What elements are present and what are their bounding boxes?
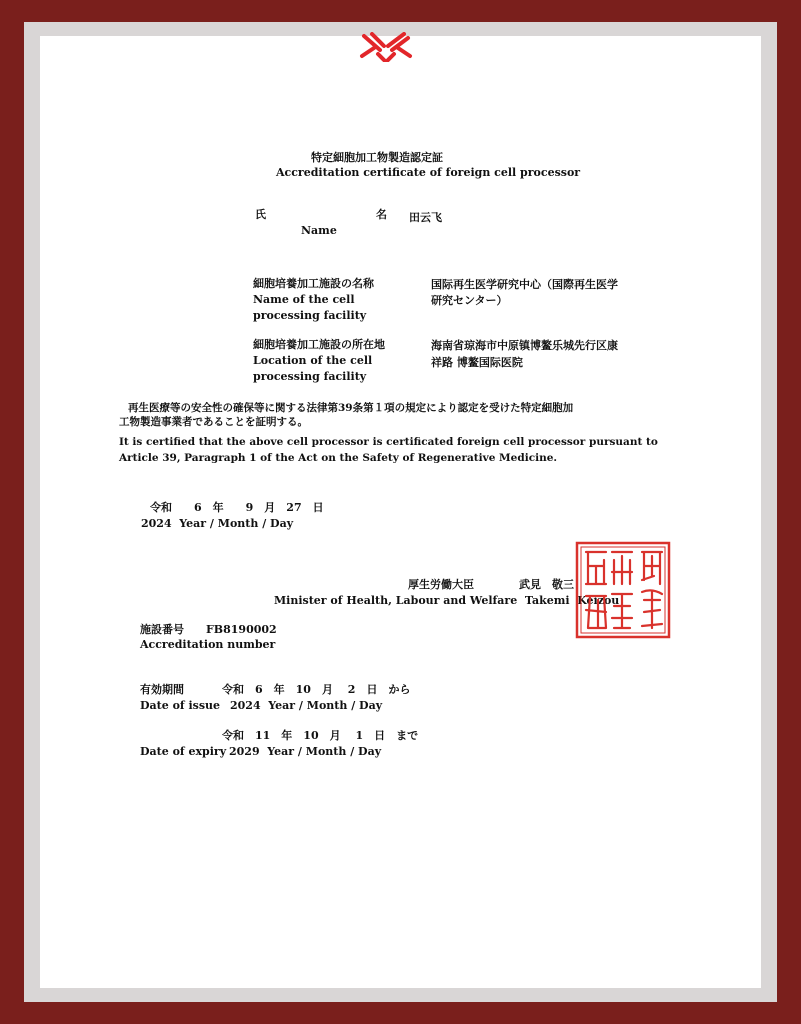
name-label-jp-2: 名 [376, 208, 387, 221]
validity-issue-jp: 令和 6 年 10 月 2 日 から [222, 683, 411, 696]
minister-title-en: Minister of Health, Labour and Welfare Takemi Keizou [274, 594, 620, 607]
issue-date-jp: 令和 6 年 9 月 27 日 [150, 501, 324, 514]
date-of-issue-label: Date of issue [140, 699, 221, 712]
accreditation-label-jp: 施設番号 [140, 623, 184, 636]
facility-location-label-en-1: Location of the cell [253, 354, 373, 367]
facility-name-value-1: 国际再生医学研究中心（国際再生医学 [431, 278, 618, 291]
name-label-en: Name [301, 224, 337, 237]
body-en-line-2: Article 39, Paragraph 1 of the Act on the Safety of Regenerative Medicine. [119, 452, 558, 464]
title-en: Accreditation certificate of foreign cell processor [276, 166, 581, 179]
red-seal-stamp-icon [358, 32, 414, 62]
body-en-line-1: It is certified that the above cell processor is certificated foreign cell processor pursuant to [119, 436, 658, 448]
title-jp: 特定細胞加工物製造認定証 [311, 151, 443, 164]
body-jp-line-2: 工物製造事業者であることを証明する。 [119, 416, 308, 428]
facility-name-value-2: 研究センター） [431, 294, 508, 307]
facility-location-value-1: 海南省琼海市中原镇博鳌乐城先行区康 [431, 339, 618, 352]
name-value: 田云飞 [409, 211, 442, 224]
validity-expiry-jp: 令和 11 年 10 月 1 日 まで [222, 729, 419, 742]
validity-label-jp: 有効期間 [140, 683, 184, 696]
name-label-jp-1: 氏 [255, 208, 266, 221]
minister-name-jp: 武見 敬三 [519, 578, 574, 591]
facility-location-label-en-2: processing facility [253, 370, 367, 383]
accreditation-number: FB8190002 [206, 623, 277, 636]
facility-location-value-2: 祥路 博鳌国际医院 [431, 356, 523, 369]
facility-name-label-en-2: processing facility [253, 309, 367, 322]
date-of-issue-value: 2024 Year / Month / Day [230, 699, 383, 712]
facility-name-label-jp: 細胞培養加工施設の名称 [253, 277, 374, 290]
minister-title-jp: 厚生労働大臣 [408, 578, 474, 591]
issue-date-en: 2024 Year / Month / Day [141, 517, 294, 530]
facility-name-label-en-1: Name of the cell [253, 293, 355, 306]
minister-seal-icon [574, 540, 672, 640]
body-jp-line-1: 再生医療等の安全性の確保等に関する法律第39条第１項の規定により認定を受けた特定細胞加 [128, 402, 574, 414]
accreditation-label-en: Accreditation number [140, 638, 276, 651]
date-of-expiry-label: Date of expiry [140, 745, 227, 758]
date-of-expiry-value: 2029 Year / Month / Day [229, 745, 382, 758]
facility-location-label-jp: 細胞培養加工施設の所在地 [253, 338, 385, 351]
